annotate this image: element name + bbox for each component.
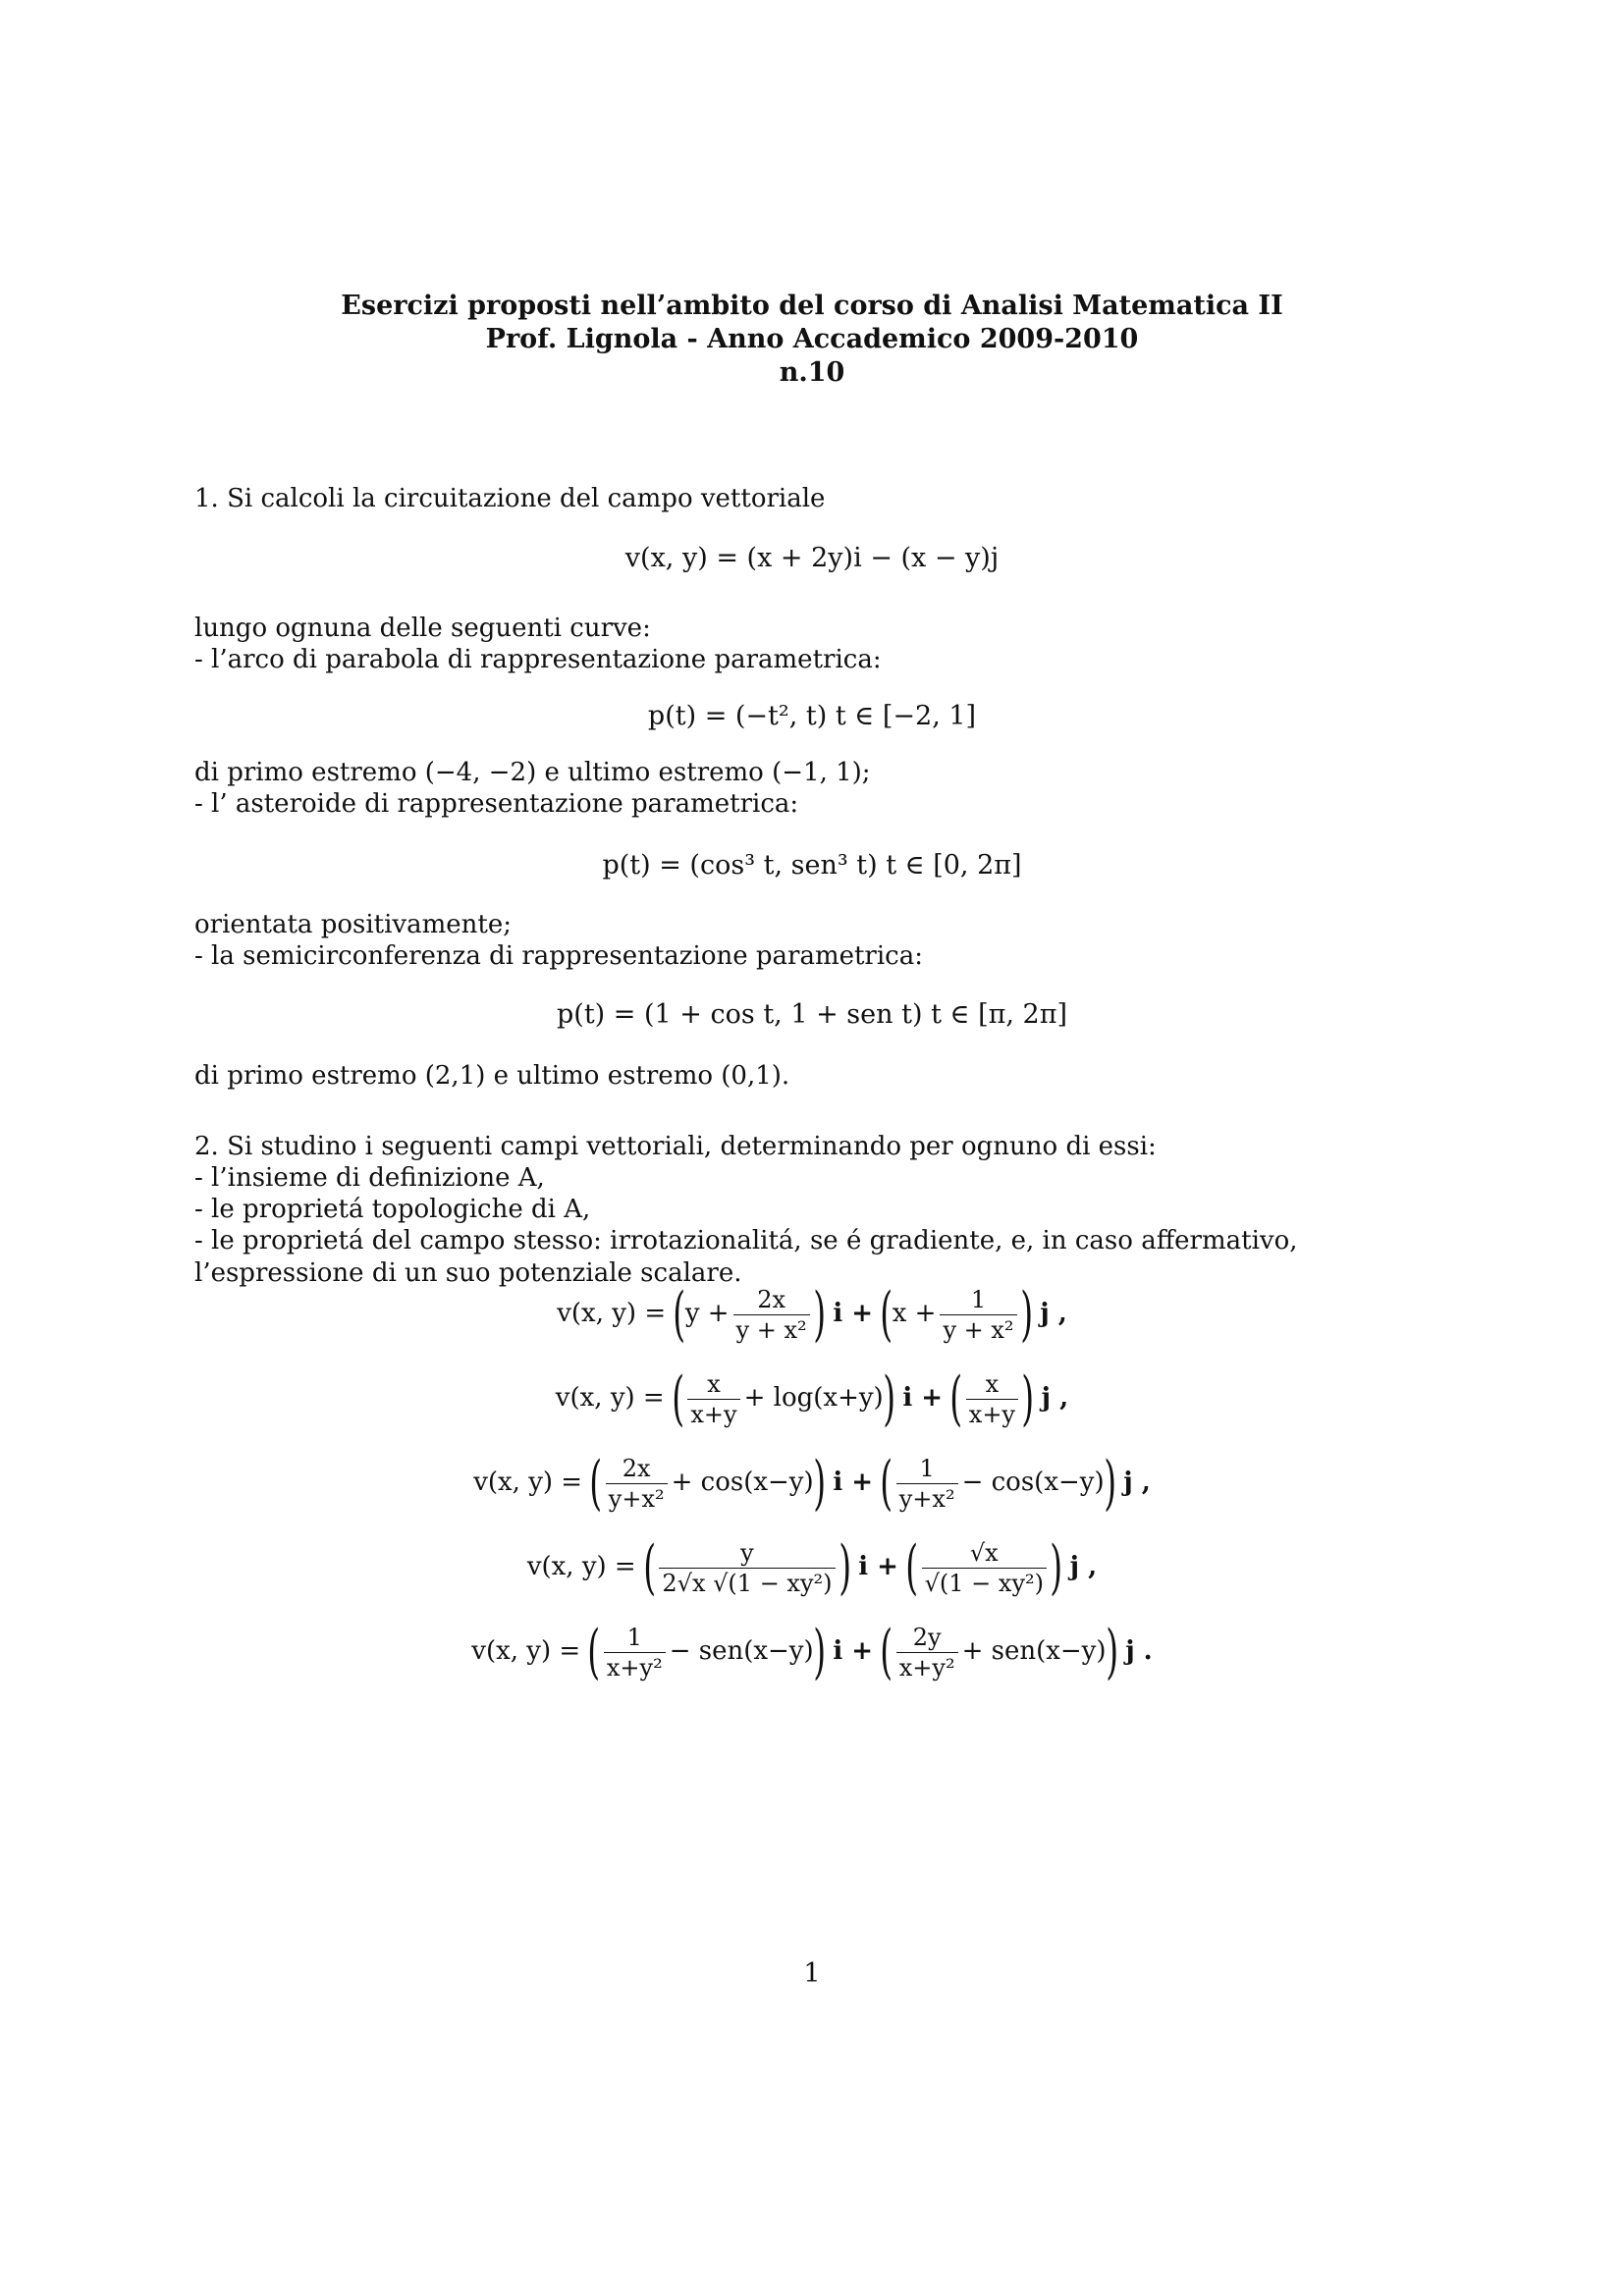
ex1-curve3-equation: p(t) = (1 + cos t, 1 + sen t) t ∈ [π, 2π] bbox=[557, 999, 1067, 1030]
right-paren: ) bbox=[1019, 1280, 1033, 1349]
i-unit-vector: i + bbox=[833, 1299, 874, 1328]
left-paren: ( bbox=[880, 1449, 893, 1518]
ex1-text-orientation: orientata positivamente; bbox=[194, 910, 512, 939]
j-component-prefix: x + bbox=[892, 1299, 937, 1328]
i-component-suffix: + log(x+y) bbox=[743, 1383, 884, 1413]
left-paren: ( bbox=[949, 1364, 963, 1433]
fraction-numerator: √x bbox=[922, 1538, 1047, 1569]
fraction-numerator: x bbox=[966, 1369, 1018, 1400]
i-component-prefix: y + bbox=[684, 1299, 730, 1328]
ex1-text-parabola: - l’arco di parabola di rappresentazione parametrica: bbox=[194, 645, 882, 674]
i-component-fraction bbox=[604, 1623, 666, 1682]
j-component-fraction bbox=[940, 1285, 1016, 1345]
j-component-suffix: − cos(x−y) bbox=[961, 1468, 1105, 1497]
i-component-fraction bbox=[606, 1454, 668, 1514]
page-number: 1 bbox=[803, 1958, 821, 1989]
vector-field-equation bbox=[0, 1278, 1624, 1349]
ex1-text-curves: lungo ognuna delle seguenti curve: bbox=[194, 614, 651, 643]
i-unit-vector: i + bbox=[858, 1552, 898, 1581]
document-title bbox=[0, 290, 1624, 390]
fraction-numerator: y bbox=[659, 1538, 835, 1569]
fraction-denominator: x+y bbox=[690, 1400, 737, 1428]
fraction-denominator: y+x² bbox=[898, 1484, 955, 1513]
field-lhs: v(x, y) = bbox=[471, 1636, 581, 1666]
ex1-text-endpoints1: di primo estremo (−4, −2) e ultimo estremo (−1, 1); bbox=[194, 758, 871, 787]
i-unit-vector: i + bbox=[833, 1636, 874, 1666]
right-paren: ) bbox=[812, 1449, 826, 1518]
fraction-numerator: 2x bbox=[606, 1454, 668, 1484]
fraction-numerator: x bbox=[687, 1369, 739, 1400]
fraction-numerator: 1 bbox=[604, 1623, 666, 1653]
j-component-fraction bbox=[896, 1454, 958, 1514]
j-component-fraction bbox=[896, 1623, 958, 1682]
i-component-suffix: + cos(x−y) bbox=[671, 1468, 814, 1497]
fraction-denominator: y + x² bbox=[943, 1315, 1014, 1344]
ex2-bullet-domain: - l’insieme di definizione A, bbox=[194, 1163, 545, 1193]
right-paren: ) bbox=[838, 1533, 851, 1602]
j-component-fraction bbox=[922, 1538, 1047, 1598]
fraction-denominator: 2√x √(1 − xy²) bbox=[662, 1569, 833, 1597]
i-component-suffix: − sen(x−y) bbox=[669, 1636, 814, 1666]
ex1-curve2-equation: p(t) = (cos³ t, sen³ t) t ∈ [0, 2π] bbox=[602, 850, 1022, 881]
ex1-text-asteroid: - l’ asteroide di rappresentazione parametrica: bbox=[194, 789, 799, 819]
j-component-fraction bbox=[966, 1369, 1018, 1429]
i-component-fraction bbox=[659, 1538, 835, 1598]
j-unit-vector: j , bbox=[1123, 1468, 1151, 1497]
title-line-professor: Prof. Lignola - Anno Accademico 2009-2010 bbox=[485, 324, 1139, 354]
right-paren: ) bbox=[812, 1280, 826, 1349]
left-paren: ( bbox=[880, 1618, 893, 1686]
j-unit-vector: j , bbox=[1069, 1552, 1098, 1581]
left-paren: ( bbox=[880, 1280, 893, 1349]
left-paren: ( bbox=[589, 1449, 603, 1518]
fraction-numerator: 1 bbox=[896, 1454, 958, 1484]
j-unit-vector: j , bbox=[1040, 1299, 1067, 1328]
right-paren: ) bbox=[812, 1618, 826, 1686]
j-unit-vector: j . bbox=[1125, 1636, 1153, 1666]
vector-field-equation bbox=[0, 1531, 1624, 1602]
title-line-number: n.10 bbox=[779, 357, 845, 388]
title-line-course: Esercizi proposti nell’ambito del corso di Analisi Matematica II bbox=[341, 291, 1283, 321]
i-component-fraction bbox=[687, 1369, 739, 1429]
field-lhs: v(x, y) = bbox=[555, 1383, 665, 1413]
right-paren: ) bbox=[882, 1364, 895, 1433]
right-paren: ) bbox=[1021, 1364, 1035, 1433]
vector-field-equation bbox=[0, 1447, 1624, 1518]
fraction-denominator: √(1 − xy²) bbox=[924, 1569, 1044, 1597]
vector-field-equation bbox=[0, 1616, 1624, 1686]
field-lhs: v(x, y) = bbox=[557, 1299, 667, 1328]
field-lhs: v(x, y) = bbox=[526, 1552, 636, 1581]
fraction-denominator: y + x² bbox=[735, 1315, 807, 1344]
left-paren: ( bbox=[905, 1533, 919, 1602]
i-unit-vector: i + bbox=[902, 1383, 944, 1413]
vector-field-equation bbox=[0, 1362, 1624, 1433]
right-paren: ) bbox=[1103, 1449, 1116, 1518]
left-paren: ( bbox=[643, 1533, 657, 1602]
ex1-field-equation: v(x, y) = (x + 2y)i − (x − y)j bbox=[624, 543, 1000, 573]
i-component-fraction bbox=[733, 1285, 810, 1345]
fraction-numerator: 1 bbox=[940, 1285, 1016, 1315]
ex1-intro: 1. Si calcoli la circuitazione del campo vettoriale bbox=[194, 484, 826, 513]
left-paren: ( bbox=[587, 1618, 601, 1686]
j-unit-vector: j , bbox=[1041, 1383, 1069, 1413]
ex2-bullet-properties: - le proprietá del campo stesso: irrotazionalitá, se é gradiente, e, in caso affermativo, l’espressione di un suo potenziale scalare. bbox=[194, 1226, 1298, 1288]
fraction-numerator: 2y bbox=[896, 1623, 958, 1653]
left-paren: ( bbox=[672, 1364, 685, 1433]
i-unit-vector: i + bbox=[833, 1468, 874, 1497]
fraction-denominator: y+x² bbox=[608, 1484, 665, 1513]
ex1-text-endpoints3: di primo estremo (2,1) e ultimo estremo (0,1). bbox=[194, 1061, 790, 1091]
left-paren: ( bbox=[673, 1280, 686, 1349]
ex2-intro: 2. Si studino i seguenti campi vettoriali, determinando per ognuno di essi: bbox=[194, 1132, 1157, 1161]
fraction-numerator: 2x bbox=[733, 1285, 810, 1315]
fraction-denominator: x+y bbox=[968, 1400, 1015, 1428]
ex1-curve1-equation: p(t) = (−t², t) t ∈ [−2, 1] bbox=[647, 701, 977, 731]
field-lhs: v(x, y) = bbox=[473, 1468, 583, 1497]
fraction-denominator: x+y² bbox=[898, 1653, 955, 1682]
right-paren: ) bbox=[1105, 1618, 1118, 1686]
j-component-suffix: + sen(x−y) bbox=[961, 1636, 1107, 1666]
ex1-text-semicircle: - la semicirconferenza di rappresentazione parametrica: bbox=[194, 941, 924, 971]
right-paren: ) bbox=[1050, 1533, 1063, 1602]
fraction-denominator: x+y² bbox=[606, 1653, 663, 1682]
ex2-bullet-topology: - le proprietá topologiche di A, bbox=[194, 1195, 591, 1224]
